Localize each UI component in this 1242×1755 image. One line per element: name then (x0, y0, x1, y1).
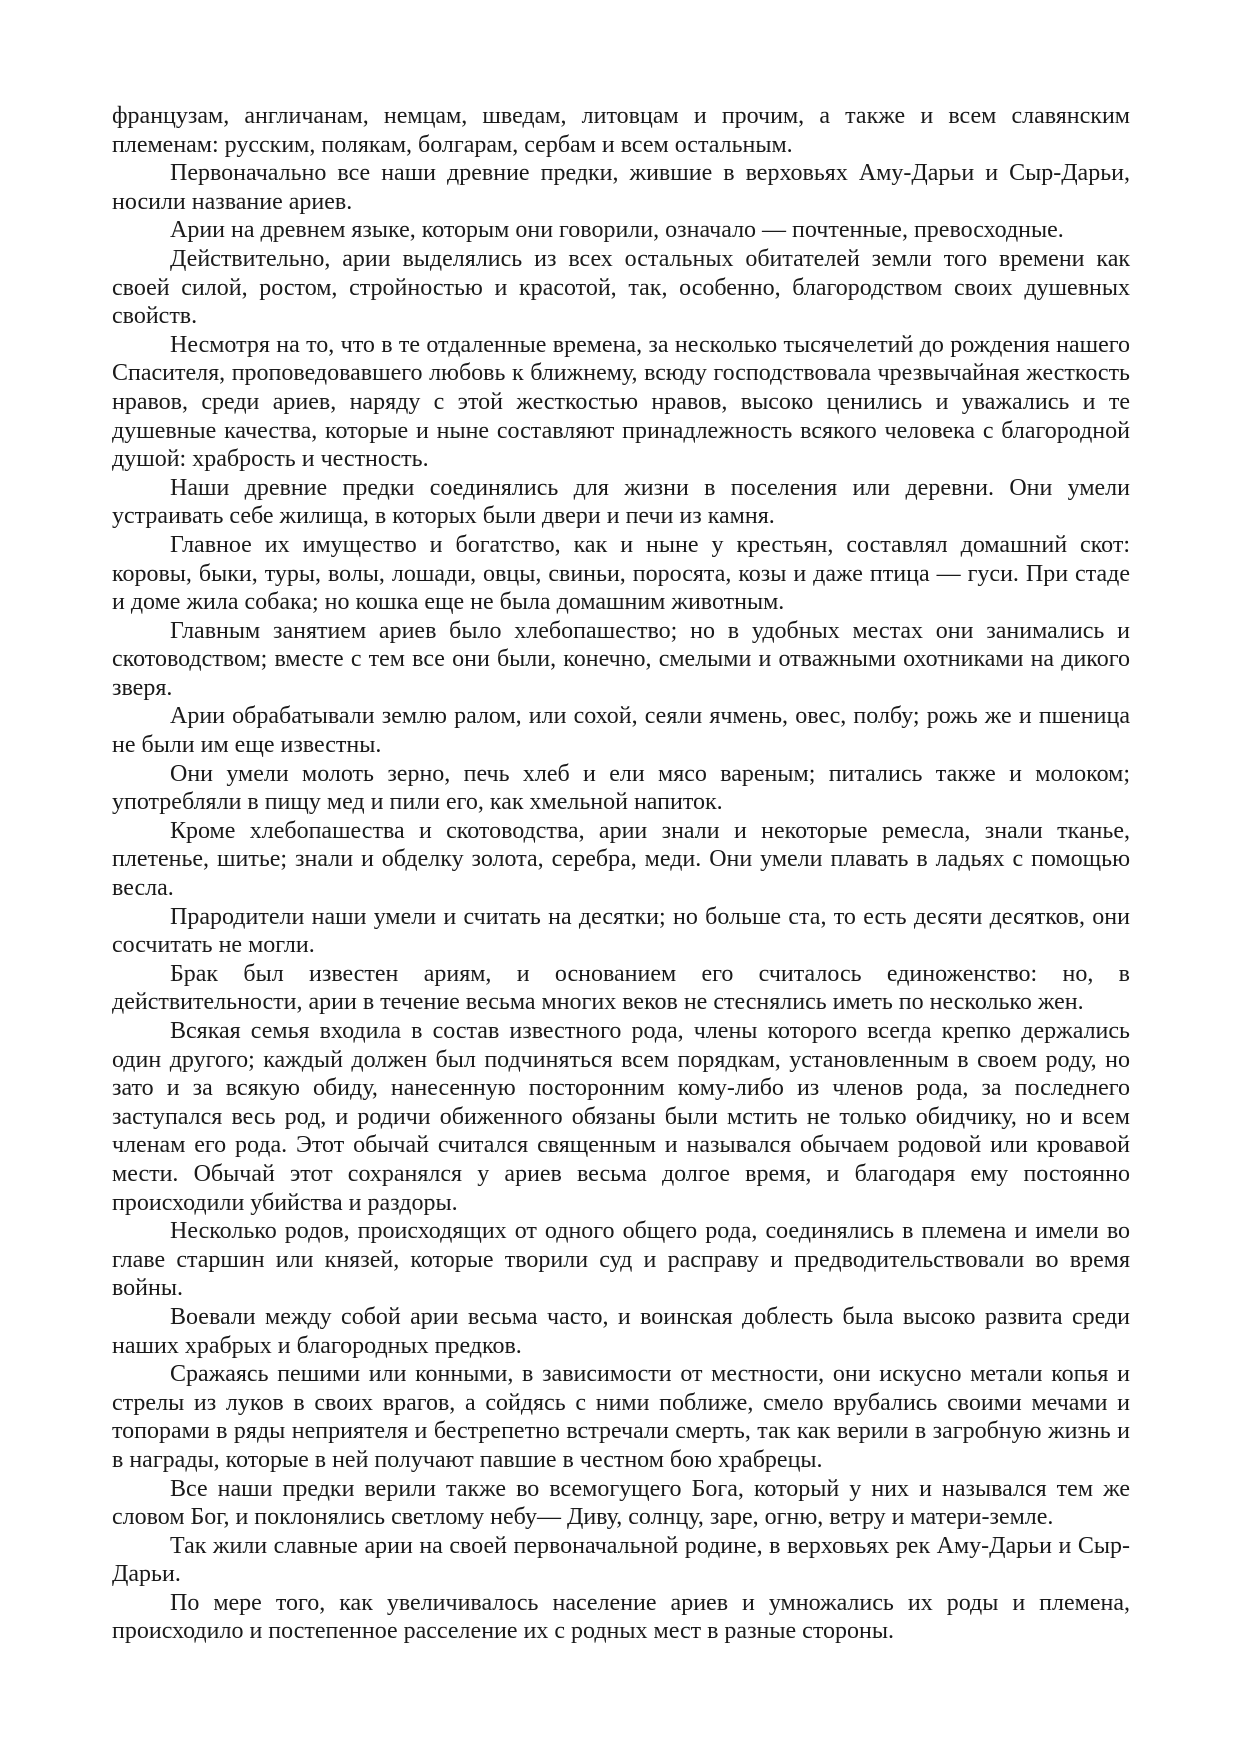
paragraph: По мере того, как увеличивалось население ариев и умножались их роды и племена, происходило и постепенное расселение их с родных мест в разные стороны. (112, 1589, 1130, 1645)
paragraph: Несмотря на то, что в те отдаленные времена, за несколько тысячелетий до рождения нашего Спасителя, проповедовавшего любовь к ближнему, всюду господствовала чрезвычайная жесткость нравов, среди ариев, наряду с этой жесткостью нравов, высоко ценились и уважались и те душевные качества, которые и ныне составляют принадлежность всякого человека с благородной душой: храбрость и честность. (112, 331, 1130, 473)
paragraph: Арии на древнем языке, которым они говорили, означало — почтенные, превосходные. (170, 217, 1064, 244)
paragraph: Все наши предки верили также во всемогущего Бога, который у них и назывался тем же словом Бог, и поклонялись светлому небу— Диву, солнцу, заре, огню, ветру и матери-земле. (112, 1475, 1130, 1531)
paragraph: Всякая семья входила в состав известного рода, члены которого всегда крепко держались один другого; каждый должен был подчиняться всем порядкам, установленным в своем роду, но зато и за всякую обиду, нанесенную посторонним кому-либо из членов рода, за последнего заступался весь род, и родичи обиженного обязаны были мстить не только обидчику, но и всем членам его рода. Этот обычай считался священным и назывался обычаем родовой или кровавой мести. Обычай этот сохранялся у ариев весьма долгое время, и благодаря ему постоянно происходили убийства и раздоры. (112, 1018, 1130, 1216)
document-page (112, 102, 1130, 1646)
paragraph: Так жили славные арии на своей первоначальной родине, в верховьях рек Аму-Дарьи и Сыр-Дарьи. (112, 1532, 1130, 1588)
paragraph: Главное их имущество и богатство, как и ныне у крестьян, составлял домашний скот: коровы, быки, туры, волы, лошади, овцы, свиньи, поросята, козы и даже птица — гуси. При стаде и доме жила собака; но кошка еще не была домашним животным. (112, 531, 1130, 616)
paragraph: Первоначально все наши древние предки, жившие в верховьях Аму-Дарьи и Сыр-Дарьи, носили название ариев. (112, 160, 1130, 215)
paragraph: Наши древние предки соединялись для жизни в поселения или деревни. Они умели устраивать себе жилища, в которых были двери и печи из камня. (112, 474, 1130, 530)
paragraph: Действительно, арии выделялись из всех остальных обитателей земли того времени как своей силой, ростом, стройностью и красотой, так, особенно, благородством своих душевных свойств. (112, 245, 1130, 330)
paragraph: Несколько родов, происходящих от одного общего рода, соединялись в племена и имели во главе старшин или князей, которые творили суд и расправу и предводительствовали во время войны. (112, 1218, 1130, 1302)
paragraph: Воевали между собой арии весьма часто, и воинская доблесть была высоко развита среди наших храбрых и благородных предков. (112, 1303, 1130, 1359)
paragraph: Кроме хлебопашества и скотоводства, арии знали и некоторые ремесла, знали тканье, плетенье, шитье; знали и обделку золота, серебра, меди. Они умели плавать в ладьях с помощью весла. (112, 817, 1130, 902)
paragraph: Они умели молоть зерно, печь хлеб и ели мясо вареным; питались также и молоком; употребляли в пищу мед и пили его, как хмельной напиток. (112, 760, 1130, 816)
paragraph: Брак был известен ариям, и основанием его считалось единоженство: но, в действительности, арии в течение весьма многих веков не стеснялись иметь по несколько жен. (112, 960, 1130, 1016)
paragraph: Главным занятием ариев было хлебопашество; но в удобных местах они занимались и скотоводством; вместе с тем все они были, конечно, смелыми и отважными охотниками на дикого зверя. (112, 617, 1130, 701)
paragraph: Сражаясь пешими или конными, в зависимости от местности, они искусно метали копья и стрелы из луков в своих врагов, а сойдясь с ними поближе, смело врубались своими мечами и топорами в ряды неприятеля и бестрепетно встречали смерть, так как верили в загробную жизнь и в награды, которые в ней получают павшие в честном бою храбрецы. (112, 1361, 1130, 1473)
paragraph: Прародители наши умели и считать на десятки; но больше ста, то есть десяти десятков, они сосчитать не могли. (112, 903, 1130, 959)
paragraph: французам, англичанам, немцам, шведам, литовцам и прочим, а также и всем славянским племенам: русским, полякам, болгарам, сербам и всем остальным. (112, 103, 1130, 158)
paragraph: Арии обрабатывали землю ралом, или сохой, сеяли ячмень, овес, полбу; рожь же и пшеница не были им еще известны. (112, 703, 1130, 759)
